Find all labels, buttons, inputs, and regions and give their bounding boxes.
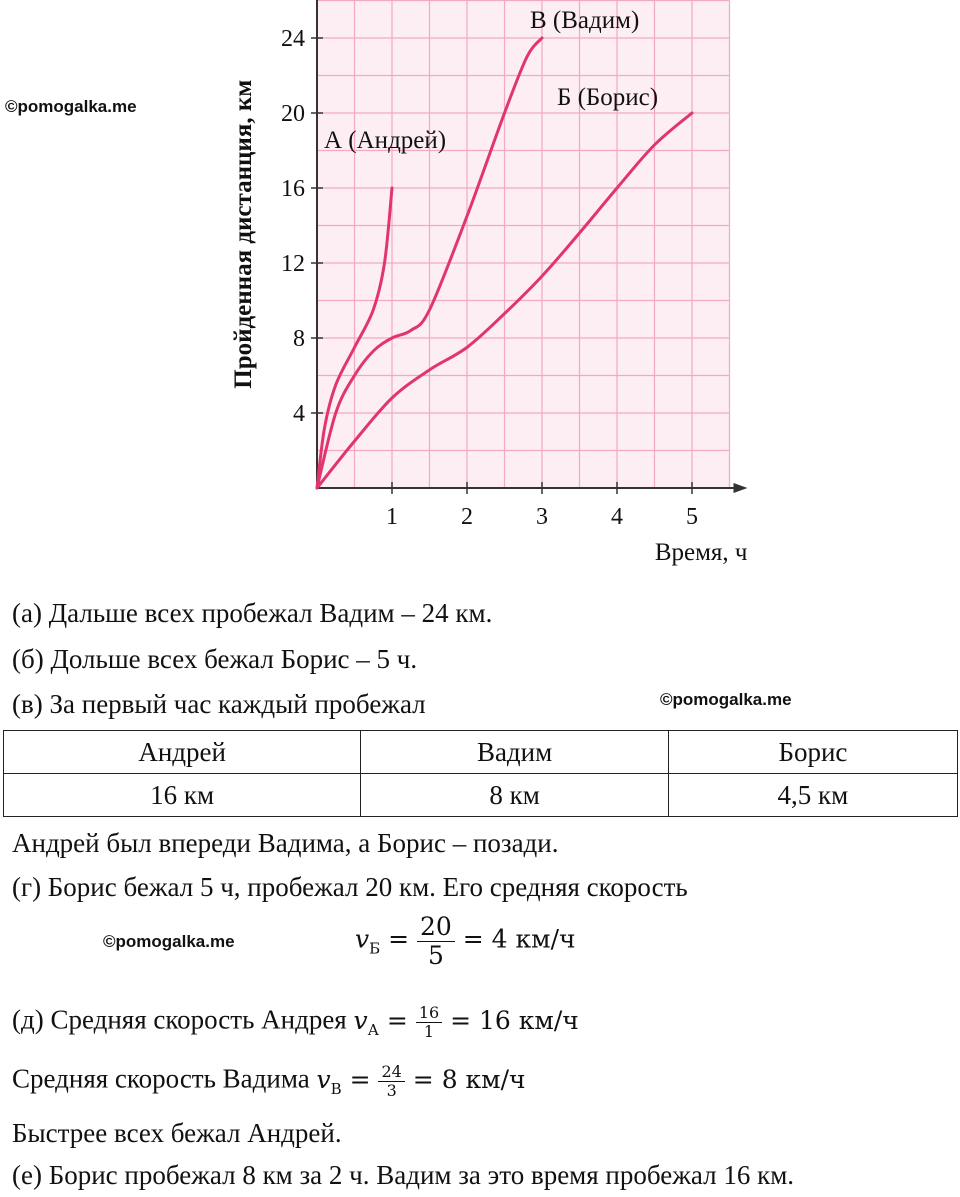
table-cell: 16 км (4, 774, 361, 817)
fraction: $\frac{20}{5}$ (417, 913, 455, 969)
formula-andrey: $v_А$ = $\frac{16}{1}$ = 16 км/ч (353, 1003, 579, 1041)
answer-a: (а) Дальше всех пробежал Вадим – 24 км. (12, 598, 493, 628)
vadim-speed: Средняя скорость Вадима $v_В$ = $\frac{24}{3}$ = 8 км/ч (12, 1062, 526, 1100)
watermark: ©pomogalka.me (660, 690, 792, 709)
x-tick-label: 1 (386, 504, 398, 530)
formula-vadim: $v_В$ = $\frac{24}{3}$ = 8 км/ч (316, 1062, 526, 1100)
table-header-cell: Борис (668, 731, 957, 774)
distance-time-chart (205, 0, 755, 590)
answer-g: (г) Борис бежал 5 ч, пробежал 20 км. Его средняя скорость (12, 872, 688, 902)
y-tick-label: 16 (281, 176, 305, 202)
x-tick-label: 2 (461, 504, 473, 530)
fastest-text: Быстрее всех бежал Андрей. (12, 1118, 342, 1148)
y-tick-label: 8 (293, 326, 305, 352)
x-tick-label: 4 (611, 504, 623, 530)
table-header-row (4, 731, 958, 774)
table-header-cell: Вадим (361, 731, 669, 774)
fraction: $\frac{24}{3}$ (378, 1063, 404, 1099)
fraction: $\frac{16}{1}$ (416, 1004, 442, 1040)
formula-boris: $v_Б$ = $\frac{20}{5}$ = 4 км/ч (355, 912, 576, 970)
series-label: Б (Борис) (557, 84, 659, 111)
series-label: В (Вадим) (530, 7, 640, 34)
y-tick-label: 12 (281, 251, 305, 277)
table-cell: 8 км (361, 774, 669, 817)
y-tick-label: 20 (281, 101, 305, 127)
table-row (4, 774, 958, 817)
series-label: А (Андрей) (324, 127, 447, 154)
watermark: ©pomogalka.me (5, 97, 137, 116)
x-tick-label: 3 (536, 504, 548, 530)
answer-c: (в) За первый час каждый пробежал (12, 689, 426, 719)
y-tick-label: 4 (293, 401, 305, 427)
first-hour-table (3, 730, 958, 817)
y-tick-label: 24 (281, 26, 305, 52)
plot-background (317, 1, 730, 489)
chart (205, 0, 755, 590)
watermark: ©pomogalka.me (103, 932, 235, 951)
table-cell: 4,5 км (668, 774, 957, 817)
answer-d: (д) Средняя скорость Андрея $v_А$ = $\frac{16}{1}$ = 16 км/ч (12, 1003, 579, 1041)
x-tick-label: 5 (686, 504, 698, 530)
table-header-cell: Андрей (4, 731, 361, 774)
x-axis-label: Время, ч (654, 539, 748, 566)
y-axis-label: Пройденная дистанция, км (230, 79, 257, 389)
answer-e: (е) Борис пробежал 8 км за 2 ч. Вадим за это время пробежал 16 км. (12, 1160, 795, 1190)
after-table-text: Андрей был впереди Вадима, а Борис – позади. (12, 828, 559, 858)
answer-b: (б) Дольше всех бежал Борис – 5 ч. (12, 644, 418, 674)
x-axis-arrow (734, 483, 748, 493)
